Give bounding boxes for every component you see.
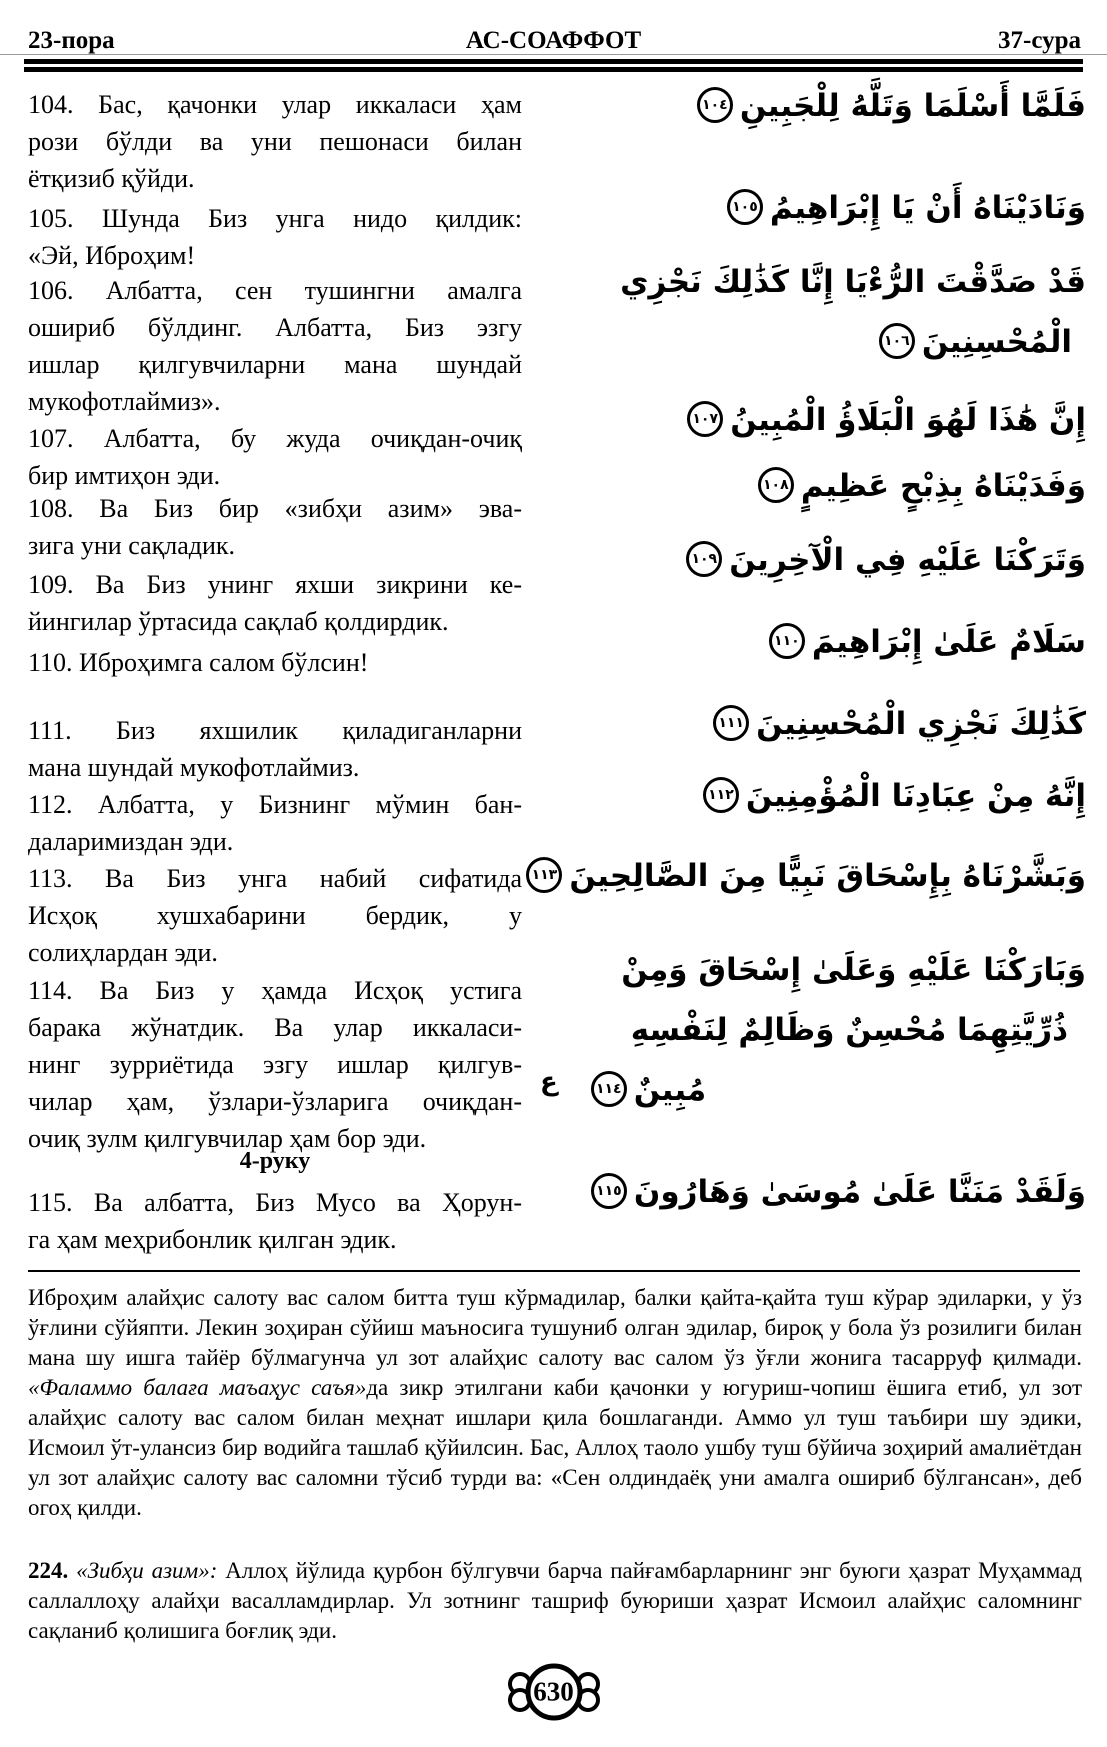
verse-106-uz-line: ишлар қилгувчиларни мана шундай: [28, 350, 522, 379]
verse-115-uz-line: га ҳам меҳрибонлик қилган эдик.: [28, 1225, 397, 1254]
verse-112-arabic: [540, 766, 1086, 826]
verse-111-uz-line: 111. Биз яхшилик қиладиганларни: [28, 716, 522, 745]
arabic-text: وَنَادَيْنَاهُ أَنْ يَا إِبْرَاهِيمُ: [769, 190, 1086, 226]
verse-114-uz-line: очиқ зулм қилгувчилар ҳам бор эди.: [28, 1124, 427, 1153]
footnote-1-text-segment: да зикр этилгани каби қачонки у югуриш-чопиш ёшига етиб, ул зот алайҳис салоту вас салом билан меҳнат ишлари қила бошлаганди. Аммо ул туш таъбири шу эдики, Исмоил ўт-улансиз бир водийга ташлаб қўйилсин. Бас, Аллоҳ таоло ушбу туш бўйича зоҳирий амалиётдан ул зот алайҳис салоту вас саломни тўсиб турди ва: «Сен олдиндаёқ уни амалга ошириб бўлгансан», деб огоҳ қилди.: [28, 1375, 1083, 1520]
footnote-2-bold-segment: 224.: [28, 1558, 77, 1583]
arabic-text: ذُرِّيَّتِهِمَا مُحْسِنٌ وَظَالِمٌ لِنَفْسِهِ: [630, 1012, 1068, 1048]
arabic-text: سَلَامٌ عَلَىٰ إِبْرَاهِيمَ: [811, 624, 1086, 660]
ayah-number-badge: ١١٣: [526, 857, 562, 893]
verse-114-ar-line: [540, 1060, 1086, 1122]
footnote-paragraph-1: [28, 1283, 1082, 1523]
verse-104-uz-line: ётқизиб қўйди.: [28, 164, 195, 193]
verse-115-arabic: [540, 1162, 1086, 1222]
verse-105-uz-line: 105. Шунда Биз унга нидо қилдик:: [28, 204, 522, 233]
verse-114-translation: [28, 972, 522, 1157]
verse-109-uz-line: 109. Ва Биз унинг яхши зикрини ке-: [28, 570, 522, 599]
verse-105-ar-line: [540, 178, 1086, 238]
verse-107-translation: [28, 420, 522, 494]
verse-112-translation: [28, 786, 522, 860]
verse-114-uz-line: барака жўнатдик. Ва улар иккаласи-: [28, 1013, 522, 1042]
verse-106-translation: [28, 272, 522, 420]
verse-110-uz-line: 110. Иброҳимга салом бўлсин!: [28, 648, 369, 677]
verse-111-uz-line: мана шундай мукофотлаймиз.: [28, 753, 360, 782]
verse-114-uz-line: нинг зурриётида эзгу ишлар қилгув-: [28, 1050, 522, 1079]
verse-106-arabic: [540, 252, 1086, 372]
verse-108-uz-line: 108. Ва Биз бир «зибҳи азим» эва-: [28, 494, 522, 523]
footnote-paragraph-2: [28, 1556, 1082, 1646]
verse-110-translation: [28, 644, 522, 681]
verse-107-uz-line: 107. Албатта, бу жуда очиқдан-очиқ: [28, 424, 522, 453]
verse-104-uz-line: рози бўлди ва уни пешонаси билан: [28, 127, 522, 156]
header-rule-bottom: [24, 67, 1083, 72]
header-surah-title: АС-СОАФФОТ: [465, 27, 642, 54]
page-number: 630: [533, 1676, 574, 1707]
verse-111-arabic: [540, 694, 1086, 754]
verse-109-uz-line: йингилар ўртасида сақлаб қолдирдик.: [28, 607, 449, 636]
arabic-text: وَفَدَيْنَاهُ بِذِبْحٍ عَظِيمٍ: [800, 468, 1086, 504]
footnote-2-text-segment: Аллоҳ йўлида қурбон бўлгувчи барча пайғамбарларнинг энг буюги ҳазрат Муҳаммад саллаллоҳу алайҳи васалламдирлар. Ул зотнинг ташриф буюриши ҳазрат Исмоил алайҳис саломнинг сақланиб қолишига боғлиқ эди.: [28, 1558, 1083, 1643]
ayah-number-badge: ١١٠: [769, 623, 805, 659]
arabic-text: قَدْ صَدَّقْتَ الرُّءْيَا إِنَّا كَذَٰلِكَ نَجْزِي: [620, 264, 1086, 300]
header-surah-number: 37-сура: [998, 27, 1081, 54]
footnote-1-italic-segment: «Фаламмо балаға маъаҳус саъя»: [28, 1375, 367, 1400]
arabic-text: وَبَارَكْنَا عَلَيْهِ وَعَلَىٰ إِسْحَاقَ وَمِنْ: [621, 952, 1086, 988]
arabic-text: وَلَقَدْ مَنَنَّا عَلَىٰ مُوسَىٰ وَهَارُونَ: [633, 1174, 1086, 1210]
verse-114-ar-line: [540, 1000, 1068, 1060]
verse-104-uz-line: 104. Бас, қачонки улар иккаласи ҳам: [28, 90, 522, 119]
verse-107-arabic: [540, 390, 1086, 450]
verse-108-ar-line: [540, 456, 1086, 516]
verse-110-ar-line: [540, 612, 1086, 672]
verse-105-translation: [28, 200, 522, 274]
verse-112-uz-line: даларимиздан эди.: [28, 827, 234, 856]
verse-104-ar-line: [540, 76, 1086, 136]
footnote-separator: [28, 1270, 1080, 1272]
ayah-number-badge: ١١٥: [591, 1173, 627, 1209]
verse-108-translation: [28, 490, 522, 564]
footnote-2-italic-segment: «Зибҳи азим»:: [76, 1558, 218, 1583]
verse-106-uz-line: мукофотлаймиз».: [28, 387, 221, 416]
verse-104-translation: [28, 86, 522, 197]
footnote-1-text-segment: Иброҳим алайҳис салоту вас салом битта туш кўрмадилар, балки қайта-қайта туш кўрар эдиларки, у ўз ўғлини сўйяпти. Лекин зоҳиран сўйиш маъносига тушуниб олган эдилар, бироқ у бола ўз розилиги билан мана шу ишга тайёр бўлмагунча ул зот алайҳис салоту вас салом ўз ўғли жонига тасарруф қилмади.: [28, 1285, 1082, 1370]
verse-113-uz-line: 113. Ва Биз унга набий сифатида: [28, 864, 522, 893]
verse-106-ar-line: [540, 312, 1072, 372]
ayah-number-badge: ١١٢: [703, 777, 739, 813]
verse-107-ar-line: [540, 390, 1086, 450]
arabic-text: إِنَّهُ مِنْ عِبَادِنَا الْمُؤْمِنِينَ: [745, 778, 1086, 814]
arabic-text: وَتَرَكْنَا عَلَيْهِ فِي الْآخِرِينَ: [729, 542, 1086, 578]
verse-105-uz-line: «Эй, Иброҳим!: [28, 241, 196, 270]
verse-115-ar-line: [540, 1162, 1086, 1222]
verse-113-translation: [28, 860, 522, 971]
verse-108-arabic: [540, 456, 1086, 516]
verse-114-ar-line: [540, 940, 1086, 1000]
arabic-text: وَبَشَّرْنَاهُ بِإِسْحَاقَ نَبِيًّا مِنَ الصَّالِحِينَ: [569, 858, 1086, 894]
verse-114-uz-line: 114. Ва Биз у ҳамда Исҳоқ устига: [28, 976, 522, 1005]
verse-110-arabic: [540, 612, 1086, 672]
arabic-text: مُبِينٌ: [633, 1072, 707, 1108]
ayah-number-badge: ١١٤: [591, 1071, 627, 1107]
ayah-number-badge: ١٠٧: [687, 401, 723, 437]
verse-114-uz-line: чилар ҳам, ўзлари-ўзларига очиқдан-: [28, 1087, 522, 1116]
ayah-number-badge: ١٠٨: [758, 467, 794, 503]
verse-106-ar-line: [540, 252, 1086, 312]
verse-107-uz-line: бир имтиҳон эди.: [28, 461, 221, 490]
page-number-medallion: [484, 1660, 624, 1724]
verse-114-arabic: [540, 940, 1086, 1122]
ayah-number-badge: ١١١: [713, 705, 749, 741]
ruku-heading: 4-руку: [239, 1148, 311, 1174]
verse-112-ar-line: [540, 766, 1086, 826]
verse-106-uz-line: 106. Албатта, сен тушингни амалга: [28, 276, 522, 305]
verse-108-uz-line: зига уни сақладик.: [28, 531, 236, 560]
header-juz-label: 23-пора: [28, 27, 115, 54]
verse-104-arabic: [540, 76, 1086, 136]
header-rule-top: [24, 59, 1083, 64]
verse-115-translation: [28, 1184, 522, 1258]
ayah-number-badge: ١٠٦: [879, 323, 915, 359]
ayah-number-badge: ١٠٤: [697, 87, 733, 123]
ayah-number-badge: ١٠٩: [686, 541, 722, 577]
verse-109-arabic: [540, 530, 1086, 590]
verse-113-ar-line: [531, 846, 1086, 906]
verse-105-arabic: [540, 178, 1086, 238]
verse-106-uz-line: ошириб бўлдинг. Албатта, Биз эзгу: [28, 313, 522, 342]
header-rule-thin: [0, 54, 1107, 55]
verse-113-uz-line: Исҳоқ хушхабарини бердик, у: [28, 901, 522, 930]
verse-111-translation: [28, 712, 522, 786]
verse-109-translation: [28, 566, 522, 640]
verse-113-arabic: [531, 846, 1086, 906]
verse-115-uz-line: 115. Ва албатта, Биз Мусо ва Ҳорун-: [28, 1188, 522, 1217]
arabic-text: كَذَٰلِكَ نَجْزِي الْمُحْسِنِينَ: [756, 706, 1086, 742]
ruku-margin-marker: ع: [540, 1067, 558, 1097]
verse-112-uz-line: 112. Албатта, у Бизнинг мўмин бан-: [28, 790, 522, 819]
arabic-text: الْمُحْسِنِينَ: [921, 324, 1072, 360]
verse-111-ar-line: [540, 694, 1086, 754]
ayah-number-badge: ١٠٥: [727, 189, 763, 225]
arabic-text: إِنَّ هَٰذَا لَهُوَ الْبَلَاؤُ الْمُبِينُ: [730, 402, 1086, 438]
arabic-text: فَلَمَّا أَسْلَمَا وَتَلَّهُ لِلْجَبِينِ: [739, 88, 1086, 124]
verse-113-uz-line: солиҳлардан эди.: [28, 938, 218, 967]
verse-109-ar-line: [540, 530, 1086, 590]
